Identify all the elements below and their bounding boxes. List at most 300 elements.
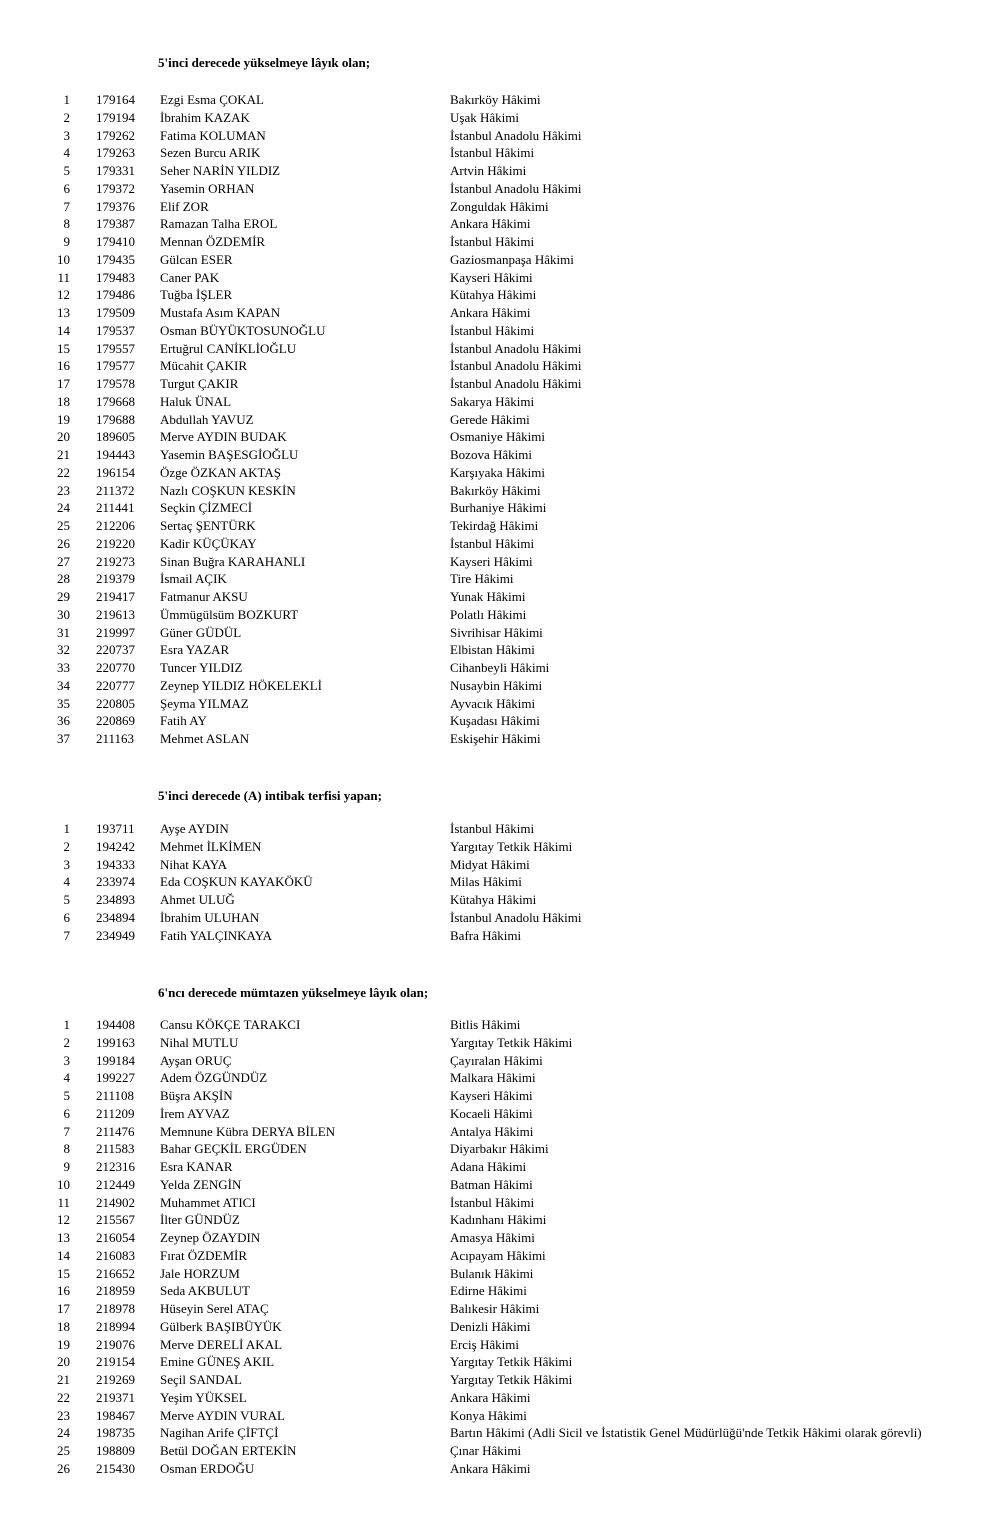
person-name: Jale HORZUM	[160, 1265, 240, 1281]
duty-station: Ankara Hâkimi	[450, 305, 531, 320]
row-number: 33	[57, 660, 70, 675]
row-number: 12	[57, 287, 70, 303]
section-title: 5'inci derecede (A) intibak terfisi yapan;	[158, 788, 382, 803]
person-name: Fırat ÖZDEMİR	[160, 1247, 248, 1263]
row-number: 6	[63, 909, 70, 925]
duty-station: İstanbul Hâkimi	[450, 821, 535, 836]
registry-number: 179410	[96, 234, 135, 249]
list-item	[0, 1424, 1000, 1442]
list-item	[0, 1442, 1000, 1460]
duty-station: Zonguldak Hâkimi	[450, 198, 549, 214]
list-item	[0, 1087, 1000, 1105]
registry-number: 216083	[96, 1247, 135, 1263]
registry-number: 214902	[96, 1194, 135, 1210]
section-title: 6'ncı derecede mümtazen yükselmeye lâyık olan;	[158, 985, 429, 1000]
duty-station: Polatlı Hâkimi	[450, 606, 527, 622]
row-number: 2	[63, 838, 70, 854]
person-name: Özge ÖZKAN AKTAŞ	[160, 464, 281, 480]
row-number: 21	[57, 447, 70, 462]
person-name: Gülcan ESER	[160, 251, 233, 267]
row-number: 20	[57, 1354, 70, 1370]
registry-number: 234893	[96, 892, 135, 907]
duty-station: Nusaybin Hâkimi	[450, 677, 543, 693]
row-number: 2	[63, 109, 70, 125]
registry-number: 189605	[96, 429, 135, 445]
list-item	[0, 873, 1000, 891]
registry-number: 199163	[96, 1034, 135, 1050]
registry-number: 211209	[96, 1105, 135, 1121]
row-number: 7	[63, 927, 70, 943]
duty-station: Kütahya Hâkimi	[450, 287, 537, 303]
person-name: Yasemin BAŞESGİOĞLU	[160, 447, 299, 462]
person-name: Ahmet ULUĞ	[160, 892, 235, 907]
row-number: 24	[57, 500, 70, 516]
list-item	[0, 1105, 1000, 1123]
person-name: Kadir KÜÇÜKAY	[160, 535, 257, 551]
row-number: 14	[57, 1247, 70, 1263]
row-number: 23	[57, 1407, 70, 1423]
list-item	[0, 464, 1000, 482]
registry-number: 198467	[96, 1407, 135, 1423]
person-name: Merve DERELİ AKAL	[160, 1336, 283, 1352]
list-item	[0, 162, 1000, 180]
duty-station: Bakırköy Hâkimi	[450, 92, 541, 107]
registry-number: 220737	[96, 642, 135, 658]
registry-number: 196154	[96, 464, 135, 480]
duty-station: Yargıtay Tetkik Hâkimi	[450, 1372, 573, 1387]
duty-station: İstanbul Anadolu Hâkimi	[450, 376, 582, 391]
person-name: Betül DOĞAN ERTEKİN	[160, 1443, 297, 1458]
list-item	[0, 322, 1000, 340]
person-name: Şeyma YILMAZ	[160, 695, 249, 711]
person-name: Ümmügülsüm BOZKURT	[160, 606, 299, 622]
list-item	[0, 446, 1000, 464]
person-name: İrem AYVAZ	[160, 1105, 230, 1121]
row-number: 9	[63, 1159, 70, 1174]
duty-station: Milas Hâkimi	[450, 874, 522, 890]
list-item	[0, 251, 1000, 269]
person-name: Büşra AKŞİN	[160, 1088, 233, 1103]
row-number: 18	[57, 393, 70, 409]
list-item	[0, 838, 1000, 856]
registry-number: 211372	[96, 482, 135, 498]
duty-station: Çınar Hâkimi	[450, 1443, 522, 1458]
person-name: İbrahim KAZAK	[160, 109, 250, 125]
registry-number: 219417	[96, 589, 135, 604]
list-item	[0, 606, 1000, 624]
row-number: 20	[57, 429, 70, 445]
row-number: 8	[63, 1141, 70, 1157]
registry-number: 212316	[96, 1159, 135, 1174]
duty-station: Bozova Hâkimi	[450, 447, 532, 462]
record-list	[0, 1016, 1000, 1478]
duty-station: Midyat Hâkimi	[450, 856, 530, 872]
duty-station: Edirne Hâkimi	[450, 1283, 527, 1299]
duty-station: Kütahya Hâkimi	[450, 892, 537, 907]
list-item	[0, 304, 1000, 322]
row-number: 1	[63, 1017, 70, 1032]
registry-number: 194443	[96, 447, 135, 462]
duty-station: Kayseri Hâkimi	[450, 553, 533, 569]
list-item	[0, 1300, 1000, 1318]
person-name: Ezgi Esma ÇOKAL	[160, 92, 264, 107]
row-number: 7	[63, 1123, 70, 1139]
registry-number: 219379	[96, 571, 135, 587]
duty-station: Batman Hâkimi	[450, 1176, 533, 1192]
duty-station: Yargıtay Tetkik Hâkimi	[450, 838, 573, 854]
record-list	[0, 91, 1000, 748]
list-item	[0, 1460, 1000, 1478]
duty-station: Kadınhanı Hâkimi	[450, 1212, 547, 1228]
list-item	[0, 695, 1000, 713]
registry-number: 179483	[96, 269, 135, 285]
row-number: 10	[57, 1176, 70, 1192]
person-name: Esra YAZAR	[160, 642, 230, 658]
row-number: 23	[57, 482, 70, 498]
row-number: 13	[57, 1230, 70, 1245]
registry-number: 179263	[96, 145, 135, 161]
person-name: Seda AKBULUT	[160, 1283, 250, 1299]
person-name: Mehmet İLKİMEN	[160, 838, 262, 854]
duty-station: İstanbul Hâkimi	[450, 535, 535, 551]
duty-station: Bartın Hâkimi (Adli Sicil ve İstatistik Genel Müdürlüğü'nde Tetkik Hâkimi olarak görevli)	[450, 1425, 922, 1441]
row-number: 4	[63, 874, 70, 890]
duty-station: Sivrihisar Hâkimi	[450, 624, 543, 640]
list-item	[0, 659, 1000, 677]
duty-station: Diyarbakır Hâkimi	[450, 1141, 549, 1157]
registry-number: 233974	[96, 874, 135, 890]
duty-station: Çayıralan Hâkimi	[450, 1052, 543, 1068]
list-item	[0, 927, 1000, 945]
registry-number: 199184	[96, 1052, 135, 1068]
person-name: Fatih YALÇINKAYA	[160, 927, 273, 943]
duty-station: Uşak Hâkimi	[450, 109, 519, 125]
list-item	[0, 340, 1000, 358]
list-item	[0, 411, 1000, 429]
row-number: 1	[63, 821, 70, 836]
person-name: Turgut ÇAKIR	[160, 376, 239, 391]
row-number: 11	[57, 269, 70, 285]
list-item	[0, 570, 1000, 588]
person-name: Nihat KAYA	[160, 856, 228, 872]
person-name: Bahar GEÇKİL ERGÜDEN	[160, 1141, 307, 1157]
duty-station: Artvin Hâkimi	[450, 163, 527, 178]
row-number: 19	[57, 1336, 70, 1352]
registry-number: 215567	[96, 1212, 135, 1228]
registry-number: 219076	[96, 1336, 135, 1352]
record-list	[0, 820, 1000, 944]
registry-number: 198735	[96, 1425, 135, 1441]
registry-number: 220770	[96, 660, 135, 675]
row-number: 18	[57, 1318, 70, 1334]
list-item	[0, 535, 1000, 553]
list-item	[0, 588, 1000, 606]
list-item	[0, 1158, 1000, 1176]
registry-number: 218978	[96, 1301, 135, 1316]
registry-number: 212206	[96, 518, 135, 533]
person-name: Sezen Burcu ARIK	[160, 145, 261, 161]
row-number: 35	[57, 695, 70, 711]
duty-station: Adana Hâkimi	[450, 1159, 527, 1174]
row-number: 22	[57, 464, 70, 480]
person-name: Yasemin ORHAN	[160, 180, 255, 196]
person-name: Adem ÖZGÜNDÜZ	[160, 1070, 268, 1086]
duty-station: Ankara Hâkimi	[450, 1460, 531, 1476]
person-name: Abdullah YAVUZ	[160, 411, 254, 427]
registry-number: 218959	[96, 1283, 135, 1299]
registry-number: 220869	[96, 713, 135, 729]
row-number: 12	[57, 1212, 70, 1228]
list-item	[0, 820, 1000, 838]
registry-number: 179668	[96, 393, 135, 409]
duty-station: Tire Hâkimi	[450, 571, 514, 587]
registry-number: 179435	[96, 251, 135, 267]
person-name: Fatima KOLUMAN	[160, 127, 266, 143]
row-number: 26	[57, 535, 70, 551]
list-item	[0, 1371, 1000, 1389]
list-item	[0, 499, 1000, 517]
person-name: Haluk ÜNAL	[160, 393, 232, 409]
list-item	[0, 1194, 1000, 1212]
person-name: Merve AYDIN VURAL	[160, 1407, 285, 1423]
duty-station: Yunak Hâkimi	[450, 589, 526, 604]
duty-station: Malkara Hâkimi	[450, 1070, 536, 1086]
person-name: Ertuğrul CANİKLİOĞLU	[160, 340, 297, 356]
duty-station: Karşıyaka Hâkimi	[450, 464, 545, 480]
row-number: 29	[57, 589, 70, 604]
person-name: Tuğba İŞLER	[160, 287, 233, 303]
person-name: Emine GÜNEŞ AKIL	[160, 1354, 275, 1370]
list-item	[0, 357, 1000, 375]
duty-station: İstanbul Anadolu Hâkimi	[450, 127, 582, 143]
row-number: 15	[57, 1265, 70, 1281]
duty-station: Ayvacık Hâkimi	[450, 695, 536, 711]
row-number: 31	[57, 624, 70, 640]
person-name: İbrahim ULUHAN	[160, 909, 260, 925]
person-name: Osman BÜYÜKTOSUNOĞLU	[160, 322, 326, 338]
list-item	[0, 553, 1000, 571]
row-number: 25	[57, 518, 70, 533]
row-number: 8	[63, 216, 70, 232]
row-number: 15	[57, 340, 70, 356]
duty-station: Osmaniye Hâkimi	[450, 429, 545, 445]
list-item	[0, 144, 1000, 162]
section-title: 5'inci derecede yükselmeye lâyık olan;	[158, 55, 371, 70]
registry-number: 179194	[96, 109, 135, 125]
list-item	[0, 180, 1000, 198]
person-name: Sinan Buğra KARAHANLI	[160, 553, 306, 569]
row-number: 25	[57, 1443, 70, 1458]
duty-station: Gaziosmanpaşa Hâkimi	[450, 251, 574, 267]
row-number: 16	[57, 1283, 70, 1299]
duty-station: Kocaeli Hâkimi	[450, 1105, 533, 1121]
person-name: İsmail AÇIK	[160, 571, 227, 587]
registry-number: 179537	[96, 322, 135, 338]
registry-number: 179331	[96, 163, 135, 178]
list-item	[0, 1016, 1000, 1034]
list-item	[0, 856, 1000, 874]
person-name: Cansu KÖKÇE TARAKCI	[160, 1017, 301, 1032]
list-item	[0, 909, 1000, 927]
list-item	[0, 641, 1000, 659]
person-name: Merve AYDIN BUDAK	[160, 429, 287, 445]
registry-number: 219154	[96, 1354, 135, 1370]
person-name: Mennan ÖZDEMİR	[160, 234, 266, 249]
list-item	[0, 1069, 1000, 1087]
person-name: Ramazan Talha EROL	[160, 216, 278, 232]
list-item	[0, 1265, 1000, 1283]
row-number: 2	[63, 1034, 70, 1050]
row-number: 7	[63, 198, 70, 214]
registry-number: 219997	[96, 624, 135, 640]
person-name: Fatmanur AKSU	[160, 589, 248, 604]
list-item	[0, 1123, 1000, 1141]
row-number: 30	[57, 606, 70, 622]
registry-number: 179387	[96, 216, 135, 232]
duty-station: İstanbul Hâkimi	[450, 322, 535, 338]
person-name: Nihal MUTLU	[160, 1034, 239, 1050]
duty-station: Ankara Hâkimi	[450, 1389, 531, 1405]
list-item	[0, 1336, 1000, 1354]
list-item	[0, 91, 1000, 109]
registry-number: 199227	[96, 1070, 135, 1086]
list-item	[0, 1052, 1000, 1070]
registry-number: 194333	[96, 856, 135, 872]
row-number: 10	[57, 251, 70, 267]
registry-number: 193711	[96, 821, 135, 836]
registry-number: 219613	[96, 606, 135, 622]
registry-number: 179577	[96, 358, 135, 374]
row-number: 16	[57, 358, 70, 374]
registry-number: 179164	[96, 92, 135, 107]
duty-station: Kuşadası Hâkimi	[450, 713, 540, 729]
registry-number: 198809	[96, 1443, 135, 1458]
list-item	[0, 233, 1000, 251]
person-name: Osman ERDOĞU	[160, 1460, 255, 1476]
person-name: Nazlı COŞKUN KESKİN	[160, 482, 296, 498]
duty-station: Kayseri Hâkimi	[450, 269, 533, 285]
person-name: Tuncer YILDIZ	[160, 660, 243, 675]
registry-number: 211163	[96, 731, 135, 746]
registry-number: 179578	[96, 376, 135, 391]
registry-number: 194408	[96, 1017, 135, 1032]
person-name: Seçkin ÇİZMECİ	[160, 500, 253, 516]
registry-number: 211476	[96, 1123, 135, 1139]
list-item	[0, 1247, 1000, 1265]
row-number: 3	[63, 1052, 70, 1068]
person-name: Fatih AY	[160, 713, 207, 729]
registry-number: 179486	[96, 287, 135, 303]
person-name: Yeşim YÜKSEL	[160, 1389, 247, 1405]
duty-station: Cihanbeyli Hâkimi	[450, 660, 550, 675]
duty-station: Kayseri Hâkimi	[450, 1088, 533, 1103]
person-name: Zeynep YILDIZ HÖKELEKLİ	[160, 677, 322, 693]
person-name: Yelda ZENGİN	[160, 1176, 242, 1192]
person-name: Seher NARİN YILDIZ	[160, 163, 281, 178]
list-item	[0, 1140, 1000, 1158]
list-item	[0, 730, 1000, 748]
person-name: Nagihan Arife ÇİFTÇİ	[160, 1425, 279, 1441]
row-number: 13	[57, 305, 70, 320]
duty-station: Tekirdağ Hâkimi	[450, 518, 539, 533]
registry-number: 179262	[96, 127, 135, 143]
list-item	[0, 1034, 1000, 1052]
person-name: Esra KANAR	[160, 1159, 233, 1174]
duty-station: Bafra Hâkimi	[450, 927, 522, 943]
person-name: Ayşe AYDIN	[160, 821, 229, 836]
list-item	[0, 215, 1000, 233]
duty-station: Denizli Hâkimi	[450, 1318, 531, 1334]
list-item	[0, 109, 1000, 127]
list-item	[0, 517, 1000, 535]
list-item	[0, 198, 1000, 216]
duty-station: İstanbul Anadolu Hâkimi	[450, 909, 582, 925]
list-item	[0, 1318, 1000, 1336]
registry-number: 179557	[96, 340, 135, 356]
person-name: Eda COŞKUN KAYAKÖKÜ	[160, 874, 313, 890]
duty-station: İstanbul Anadolu Hâkimi	[450, 358, 582, 374]
row-number: 3	[63, 856, 70, 872]
duty-station: Gerede Hâkimi	[450, 411, 530, 427]
duty-station: Antalya Hâkimi	[450, 1123, 534, 1139]
registry-number: 216054	[96, 1230, 135, 1245]
list-item	[0, 1176, 1000, 1194]
list-item	[0, 393, 1000, 411]
person-name: Gülberk BAŞIBÜYÜK	[160, 1318, 282, 1334]
registry-number: 219220	[96, 535, 135, 551]
person-name: Seçil SANDAL	[160, 1372, 242, 1387]
list-item	[0, 624, 1000, 642]
person-name: Caner PAK	[160, 269, 220, 285]
list-item	[0, 891, 1000, 909]
list-item	[0, 1407, 1000, 1425]
person-name: Mustafa Asım KAPAN	[160, 305, 281, 320]
list-item	[0, 127, 1000, 145]
row-number: 3	[63, 127, 70, 143]
row-number: 21	[57, 1372, 70, 1387]
person-name: Hüseyin Serel ATAÇ	[160, 1301, 269, 1316]
registry-number: 194242	[96, 838, 135, 854]
list-item	[0, 712, 1000, 730]
registry-number: 179509	[96, 305, 135, 320]
person-name: Zeynep ÖZAYDIN	[160, 1230, 261, 1245]
person-name: Memnune Kübra DERYA BİLEN	[160, 1123, 336, 1139]
row-number: 6	[63, 1105, 70, 1121]
duty-station: İstanbul Hâkimi	[450, 1194, 535, 1210]
person-name: Muhammet ATICI	[160, 1194, 256, 1210]
list-item	[0, 269, 1000, 287]
row-number: 34	[57, 677, 70, 693]
registry-number: 220805	[96, 695, 135, 711]
registry-number: 211108	[96, 1088, 135, 1103]
duty-station: Yargıtay Tetkik Hâkimi	[450, 1354, 573, 1370]
person-name: Güner GÜDÜL	[160, 624, 242, 640]
row-number: 17	[57, 376, 70, 391]
person-name: Ayşan ORUÇ	[160, 1052, 232, 1068]
row-number: 24	[57, 1425, 70, 1441]
person-name: Sertaç ŞENTÜRK	[160, 518, 256, 533]
list-item	[0, 375, 1000, 393]
registry-number: 212449	[96, 1176, 135, 1192]
registry-number: 218994	[96, 1318, 135, 1334]
list-item	[0, 677, 1000, 695]
duty-station: Elbistan Hâkimi	[450, 642, 535, 658]
row-number: 5	[63, 163, 70, 178]
registry-number: 234949	[96, 927, 135, 943]
list-item	[0, 1282, 1000, 1300]
row-number: 5	[63, 892, 70, 907]
row-number: 1	[63, 92, 70, 107]
